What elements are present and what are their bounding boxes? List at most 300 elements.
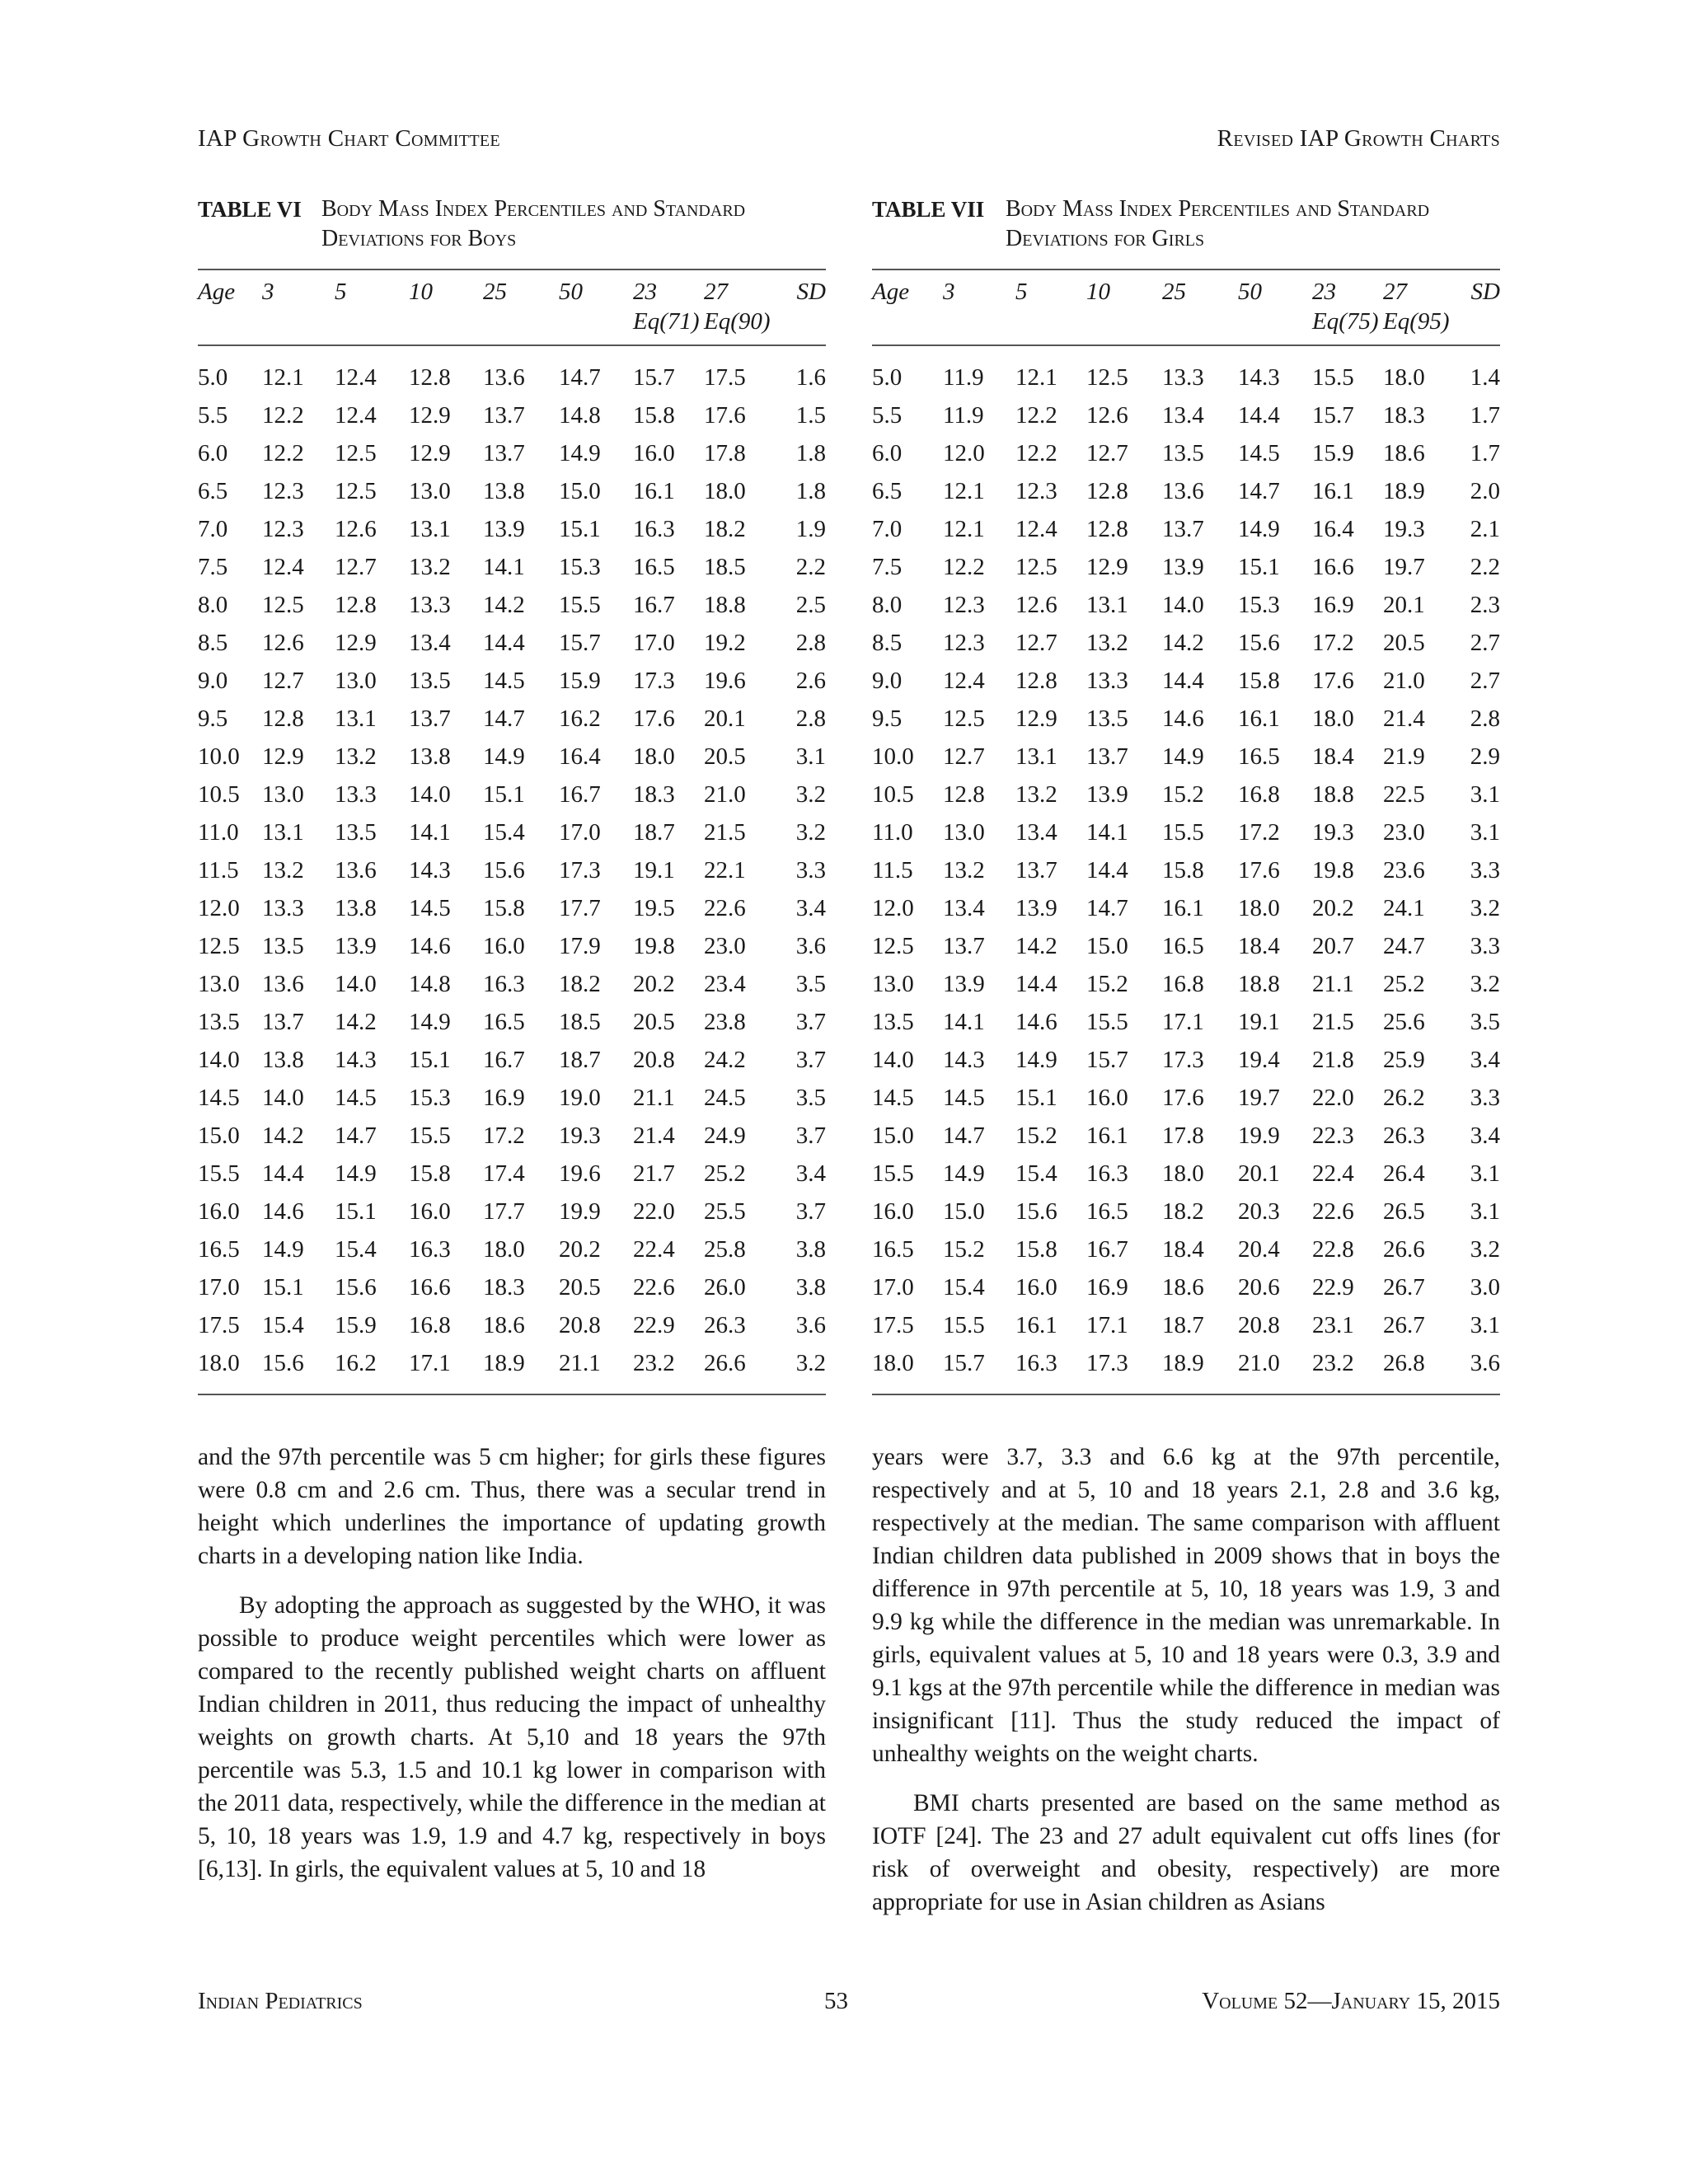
value-cell: 12.8 <box>1086 516 1128 542</box>
value-cell: 20.5 <box>633 1009 675 1035</box>
value-cell: 19.6 <box>559 1160 601 1187</box>
table-row <box>872 851 1500 889</box>
value-cell: 15.4 <box>943 1274 985 1301</box>
value-cell: 18.4 <box>1312 743 1354 770</box>
age-cell: 10.5 <box>198 781 240 808</box>
value-cell: 16.5 <box>1086 1198 1128 1225</box>
value-cell: 14.7 <box>1238 478 1280 504</box>
value-cell: 13.7 <box>1015 857 1057 883</box>
table-row <box>872 889 1500 927</box>
value-cell: 26.6 <box>704 1344 778 1394</box>
value-cell: 19.5 <box>633 895 675 921</box>
value-cell: 18.3 <box>633 781 675 808</box>
value-cell: 13.6 <box>335 857 377 883</box>
age-cell: 16.0 <box>872 1198 914 1225</box>
value-cell: 23.2 <box>633 1344 704 1394</box>
value-cell: 12.3 <box>1015 478 1057 504</box>
value-cell: 18.5 <box>704 554 746 580</box>
value-cell: 21.5 <box>1312 1009 1354 1035</box>
value-cell: 15.6 <box>1015 1198 1057 1225</box>
value-cell: 14.5 <box>1238 440 1280 466</box>
value-cell: 14.9 <box>483 743 525 770</box>
table-row <box>872 1193 1500 1230</box>
paragraph: and the 97th percentile was 5 cm higher; for girls these figures were 0.8 cm and 2.6 cm. Thus, there was a secular trend in height which underlines the importance of updating growth charts in a developing nation like India. <box>198 1444 826 1569</box>
value-cell: 13.5 <box>335 819 377 846</box>
value-cell: 14.9 <box>335 1160 377 1187</box>
table-row <box>872 1344 1500 1394</box>
value-cell: 1.4 <box>1470 364 1500 391</box>
value-cell: 21.0 <box>704 781 746 808</box>
value-cell: 17.8 <box>704 440 746 466</box>
value-cell: 14.7 <box>335 1122 377 1149</box>
value-cell: 12.2 <box>262 440 304 466</box>
table-vii-body <box>872 345 1500 1394</box>
value-cell: 12.7 <box>335 554 377 580</box>
value-cell: 21.0 <box>1238 1344 1312 1394</box>
value-cell: 26.6 <box>1383 1236 1425 1263</box>
value-cell: 13.8 <box>409 743 451 770</box>
value-cell: 20.4 <box>1238 1236 1280 1263</box>
column-header: SD <box>1456 269 1500 345</box>
value-cell: 15.1 <box>1015 1085 1057 1111</box>
value-cell: 12.5 <box>943 705 985 732</box>
value-cell: 20.7 <box>1312 933 1354 959</box>
value-cell: 13.7 <box>1086 743 1128 770</box>
value-cell: 21.4 <box>1383 705 1425 732</box>
value-cell: 17.6 <box>1162 1085 1204 1111</box>
value-cell: 1.5 <box>795 402 826 429</box>
value-cell: 14.4 <box>1015 971 1057 997</box>
table-vi-header-row <box>198 269 826 345</box>
value-cell: 3.4 <box>795 1160 826 1187</box>
value-cell: 22.6 <box>1312 1198 1354 1225</box>
value-cell: 20.1 <box>704 705 746 732</box>
table-row <box>872 813 1500 851</box>
value-cell: 13.4 <box>1015 819 1057 846</box>
age-cell: 12.5 <box>198 933 240 959</box>
value-cell: 22.3 <box>1312 1122 1354 1149</box>
value-cell: 22.4 <box>633 1236 675 1263</box>
value-cell: 3.3 <box>1470 857 1500 883</box>
value-cell: 24.1 <box>1383 895 1425 921</box>
value-cell: 14.9 <box>409 1009 451 1035</box>
column-header: 10 <box>1086 269 1162 345</box>
age-cell: 5.0 <box>198 364 228 391</box>
value-cell: 3.7 <box>795 1122 826 1149</box>
value-cell: 13.0 <box>943 819 985 846</box>
age-cell: 12.5 <box>872 933 914 959</box>
value-cell: 15.7 <box>633 364 675 391</box>
value-cell: 16.2 <box>559 705 601 732</box>
value-cell: 17.5 <box>704 364 746 391</box>
column-header: 50 <box>1238 269 1312 345</box>
value-cell: 12.4 <box>262 554 304 580</box>
value-cell: 21.7 <box>633 1160 675 1187</box>
age-cell: 11.0 <box>198 819 239 846</box>
value-cell: 2.8 <box>795 630 826 656</box>
value-cell: 14.4 <box>1238 402 1280 429</box>
value-cell: 1.8 <box>795 478 826 504</box>
age-cell: 7.5 <box>198 554 228 580</box>
footer-page-number: 53 <box>824 1988 848 2014</box>
value-cell: 13.5 <box>1162 440 1204 466</box>
value-cell: 13.2 <box>409 554 451 580</box>
value-cell: 16.6 <box>409 1274 451 1301</box>
value-cell: 16.0 <box>1015 1274 1057 1301</box>
age-cell: 8.5 <box>198 630 228 656</box>
age-cell: 7.5 <box>872 554 903 580</box>
table-row <box>198 548 826 586</box>
paragraph: By adopting the approach as suggested by the WHO, it was possible to produce weight percentiles which were lower as compared to the recently published weight charts on affluent Indian children in 2011, thus reducing the impact of unhealthy weights on growth charts. At 5,10 and 18 years the 97th percentile was 5.3, 1.5 and 10.1 kg lower in comparison with the 2011 data, respectively, while the difference in the median at 5, 10, 18 years was 1.9, 1.9 and 4.7 kg, respectively in boys [6,13]. In girls, the equivalent values at 5, 10 and 18 <box>198 1592 826 1882</box>
value-cell: 18.8 <box>1238 971 1280 997</box>
value-cell: 12.9 <box>409 402 451 429</box>
value-cell: 19.7 <box>1383 554 1425 580</box>
value-cell: 14.4 <box>483 630 525 656</box>
value-cell: 21.5 <box>704 819 746 846</box>
value-cell: 17.7 <box>483 1198 525 1225</box>
value-cell: 16.7 <box>483 1047 525 1073</box>
value-cell: 14.3 <box>409 857 451 883</box>
value-cell: 14.2 <box>262 1122 304 1149</box>
value-cell: 19.9 <box>559 1198 601 1225</box>
value-cell: 15.4 <box>262 1312 304 1338</box>
value-cell: 23.2 <box>1312 1344 1383 1394</box>
value-cell: 22.0 <box>633 1198 675 1225</box>
table-row <box>198 396 826 434</box>
value-cell: 3.1 <box>1470 781 1500 808</box>
value-cell: 23.6 <box>1383 857 1425 883</box>
value-cell: 18.2 <box>704 516 746 542</box>
value-cell: 22.6 <box>704 895 746 921</box>
value-cell: 26.7 <box>1383 1274 1425 1301</box>
value-cell: 16.8 <box>1238 781 1280 808</box>
table-row <box>198 738 826 776</box>
value-cell: 19.4 <box>1238 1047 1280 1073</box>
value-cell: 13.0 <box>409 478 451 504</box>
value-cell: 16.9 <box>1086 1274 1128 1301</box>
value-cell: 12.3 <box>943 592 985 618</box>
value-cell: 15.7 <box>1086 1047 1128 1073</box>
value-cell: 13.1 <box>1086 592 1128 618</box>
value-cell: 23.0 <box>704 933 746 959</box>
value-cell: 3.7 <box>795 1009 826 1035</box>
value-cell: 17.8 <box>1162 1122 1204 1149</box>
value-cell: 16.0 <box>409 1198 451 1225</box>
value-cell: 12.2 <box>262 402 304 429</box>
value-cell: 3.3 <box>1470 933 1500 959</box>
body-text-left <box>198 1441 826 1902</box>
table-row <box>872 1003 1500 1041</box>
value-cell: 19.1 <box>1238 1009 1280 1035</box>
column-header: 23 Eq(75) <box>1312 269 1383 345</box>
value-cell: 18.8 <box>1312 781 1354 808</box>
age-cell: 15.5 <box>198 1160 240 1187</box>
value-cell: 1.8 <box>795 440 826 466</box>
value-cell: 14.9 <box>262 1236 304 1263</box>
value-cell: 15.2 <box>1086 971 1128 997</box>
value-cell: 13.7 <box>409 705 451 732</box>
value-cell: 15.5 <box>559 592 601 618</box>
body-text-right <box>872 1441 1500 1935</box>
value-cell: 26.0 <box>704 1274 746 1301</box>
value-cell: 14.5 <box>335 1085 377 1111</box>
value-cell: 13.1 <box>262 819 304 846</box>
column-header: Age <box>872 269 943 345</box>
value-cell: 3.6 <box>795 1312 826 1338</box>
value-cell: 23.4 <box>704 971 746 997</box>
value-cell: 19.3 <box>1383 516 1425 542</box>
value-cell: 12.9 <box>1086 554 1128 580</box>
table-row <box>198 1344 826 1394</box>
value-cell: 14.9 <box>1015 1047 1057 1073</box>
value-cell: 3.5 <box>795 971 826 997</box>
value-cell: 12.6 <box>335 516 377 542</box>
table-vii-caption <box>872 194 1500 254</box>
value-cell: 13.0 <box>335 668 377 694</box>
value-cell: 16.4 <box>559 743 601 770</box>
age-cell: 6.5 <box>872 478 903 504</box>
value-cell: 3.5 <box>795 1085 826 1111</box>
value-cell: 16.3 <box>483 971 525 997</box>
value-cell: 19.3 <box>1312 819 1354 846</box>
value-cell: 16.0 <box>483 933 525 959</box>
value-cell: 13.8 <box>483 478 525 504</box>
value-cell: 24.7 <box>1383 933 1425 959</box>
value-cell: 26.3 <box>1383 1122 1425 1149</box>
table-row <box>198 345 826 396</box>
value-cell: 14.5 <box>483 668 525 694</box>
value-cell: 17.6 <box>704 402 746 429</box>
value-cell: 24.9 <box>704 1122 746 1149</box>
value-cell: 15.2 <box>1015 1122 1057 1149</box>
value-cell: 13.3 <box>1162 364 1204 391</box>
age-cell: 13.5 <box>872 1009 914 1035</box>
value-cell: 12.6 <box>262 630 304 656</box>
value-cell: 18.9 <box>1383 478 1425 504</box>
value-cell: 16.1 <box>633 478 675 504</box>
value-cell: 12.8 <box>1015 668 1057 694</box>
value-cell: 12.5 <box>1086 364 1128 391</box>
age-cell: 9.0 <box>872 668 903 694</box>
value-cell: 12.5 <box>335 478 377 504</box>
value-cell: 15.8 <box>1015 1236 1057 1263</box>
value-cell: 22.6 <box>633 1274 675 1301</box>
value-cell: 15.6 <box>1238 630 1280 656</box>
value-cell: 17.2 <box>1238 819 1280 846</box>
value-cell: 26.8 <box>1383 1344 1456 1394</box>
value-cell: 14.6 <box>262 1198 304 1225</box>
value-cell: 15.1 <box>483 781 525 808</box>
value-cell: 14.6 <box>409 933 451 959</box>
value-cell: 16.1 <box>1238 705 1280 732</box>
age-cell: 9.5 <box>198 705 228 732</box>
value-cell: 24.5 <box>704 1085 746 1111</box>
value-cell: 18.0 <box>704 478 746 504</box>
table-row <box>198 434 826 472</box>
value-cell: 18.6 <box>1383 440 1425 466</box>
value-cell: 16.7 <box>559 781 601 808</box>
value-cell: 12.1 <box>943 478 985 504</box>
value-cell: 16.0 <box>1086 1085 1128 1111</box>
value-cell: 3.3 <box>795 857 826 883</box>
column-header: 5 <box>1015 269 1086 345</box>
value-cell: 14.8 <box>559 402 601 429</box>
value-cell: 3.7 <box>795 1198 826 1225</box>
value-cell: 18.6 <box>483 1312 525 1338</box>
age-cell: 12.0 <box>198 895 240 921</box>
table-row <box>872 472 1500 510</box>
value-cell: 21.0 <box>1383 668 1425 694</box>
value-cell: 14.4 <box>262 1160 304 1187</box>
value-cell: 14.1 <box>1086 819 1128 846</box>
value-cell: 19.8 <box>1312 857 1354 883</box>
value-cell: 3.8 <box>795 1274 826 1301</box>
value-cell: 2.1 <box>1470 516 1500 542</box>
value-cell: 12.8 <box>262 705 304 732</box>
age-cell: 16.5 <box>198 1236 240 1263</box>
value-cell: 2.7 <box>1470 630 1500 656</box>
table-row <box>872 1041 1500 1079</box>
column-header: 10 <box>409 269 483 345</box>
value-cell: 12.8 <box>1086 478 1128 504</box>
table-row <box>872 1155 1500 1193</box>
value-cell: 14.9 <box>943 1160 985 1187</box>
value-cell: 13.2 <box>1086 630 1128 656</box>
running-header-right: Revised IAP Growth Charts <box>1217 125 1500 152</box>
value-cell: 22.9 <box>633 1312 675 1338</box>
value-cell: 14.4 <box>1162 668 1204 694</box>
age-cell: 17.5 <box>198 1312 240 1338</box>
age-cell: 13.0 <box>198 971 240 997</box>
table-row <box>872 1306 1500 1344</box>
value-cell: 14.6 <box>1162 705 1204 732</box>
value-cell: 2.7 <box>1470 668 1500 694</box>
table-row <box>198 662 826 700</box>
value-cell: 12.5 <box>335 440 377 466</box>
value-cell: 13.6 <box>483 364 525 391</box>
value-cell: 14.9 <box>1238 516 1280 542</box>
value-cell: 17.6 <box>1312 668 1354 694</box>
value-cell: 14.3 <box>335 1047 377 1073</box>
value-cell: 12.2 <box>1015 402 1057 429</box>
value-cell: 16.1 <box>1086 1122 1128 1149</box>
value-cell: 3.1 <box>795 743 826 770</box>
value-cell: 15.8 <box>409 1160 451 1187</box>
value-cell: 15.2 <box>943 1236 985 1263</box>
value-cell: 18.3 <box>483 1274 525 1301</box>
value-cell: 3.2 <box>778 1344 826 1394</box>
value-cell: 12.2 <box>1015 440 1057 466</box>
age-cell: 14.5 <box>872 1085 914 1111</box>
age-cell: 11.0 <box>872 819 913 846</box>
age-cell: 17.0 <box>198 1274 240 1301</box>
value-cell: 3.4 <box>1470 1122 1500 1149</box>
table-row <box>198 1268 826 1306</box>
value-cell: 13.4 <box>409 630 451 656</box>
value-cell: 15.5 <box>1162 819 1204 846</box>
value-cell: 12.9 <box>409 440 451 466</box>
value-cell: 16.9 <box>483 1085 525 1111</box>
value-cell: 13.5 <box>409 668 451 694</box>
value-cell: 12.9 <box>1015 705 1057 732</box>
value-cell: 14.9 <box>1162 743 1204 770</box>
table-row <box>198 889 826 927</box>
table-row <box>872 738 1500 776</box>
value-cell: 12.8 <box>335 592 377 618</box>
value-cell: 17.0 <box>559 819 601 846</box>
table-row <box>198 472 826 510</box>
value-cell: 17.3 <box>1162 1047 1204 1073</box>
table-row <box>198 851 826 889</box>
value-cell: 3.2 <box>795 781 826 808</box>
value-cell: 14.0 <box>262 1085 304 1111</box>
value-cell: 19.3 <box>559 1122 601 1149</box>
table-row <box>872 1117 1500 1155</box>
value-cell: 14.2 <box>1015 933 1057 959</box>
value-cell: 15.3 <box>1238 592 1280 618</box>
value-cell: 18.8 <box>704 592 746 618</box>
value-cell: 12.9 <box>335 630 377 656</box>
value-cell: 14.0 <box>409 781 451 808</box>
value-cell: 14.0 <box>1162 592 1204 618</box>
value-cell: 13.1 <box>1015 743 1057 770</box>
value-cell: 2.3 <box>1470 592 1500 618</box>
table-row <box>198 1117 826 1155</box>
value-cell: 18.3 <box>1383 402 1425 429</box>
age-cell: 5.5 <box>198 402 228 429</box>
table-vi-body <box>198 345 826 1394</box>
value-cell: 3.7 <box>795 1047 826 1073</box>
column-header: 5 <box>335 269 409 345</box>
age-cell: 12.0 <box>872 895 914 921</box>
value-cell: 17.0 <box>633 630 675 656</box>
value-cell: 20.3 <box>1238 1198 1280 1225</box>
value-cell: 26.5 <box>1383 1198 1425 1225</box>
value-cell: 2.0 <box>1470 478 1500 504</box>
value-cell: 16.3 <box>633 516 675 542</box>
value-cell: 18.0 <box>1162 1160 1204 1187</box>
value-cell: 12.4 <box>943 668 985 694</box>
value-cell: 13.2 <box>335 743 377 770</box>
age-cell: 6.5 <box>198 478 228 504</box>
value-cell: 23.8 <box>704 1009 746 1035</box>
value-cell: 17.7 <box>559 895 601 921</box>
value-cell: 19.6 <box>704 668 746 694</box>
value-cell: 14.1 <box>943 1009 985 1035</box>
value-cell: 17.3 <box>559 857 601 883</box>
age-cell: 10.5 <box>872 781 914 808</box>
age-cell: 18.0 <box>872 1344 943 1394</box>
value-cell: 1.7 <box>1470 440 1500 466</box>
value-cell: 2.2 <box>1470 554 1500 580</box>
value-cell: 13.9 <box>1162 554 1204 580</box>
age-cell: 17.0 <box>872 1274 914 1301</box>
value-cell: 2.6 <box>795 668 826 694</box>
value-cell: 20.2 <box>633 971 675 997</box>
value-cell: 15.0 <box>559 478 601 504</box>
value-cell: 3.1 <box>1470 1198 1500 1225</box>
age-cell: 6.0 <box>872 440 903 466</box>
value-cell: 12.9 <box>262 743 304 770</box>
value-cell: 17.6 <box>1238 857 1280 883</box>
value-cell: 15.3 <box>409 1085 451 1111</box>
value-cell: 15.4 <box>483 819 525 846</box>
value-cell: 14.3 <box>943 1047 985 1073</box>
table-row <box>872 434 1500 472</box>
value-cell: 15.5 <box>943 1312 985 1338</box>
value-cell: 1.7 <box>1470 402 1500 429</box>
value-cell: 13.8 <box>262 1047 304 1073</box>
